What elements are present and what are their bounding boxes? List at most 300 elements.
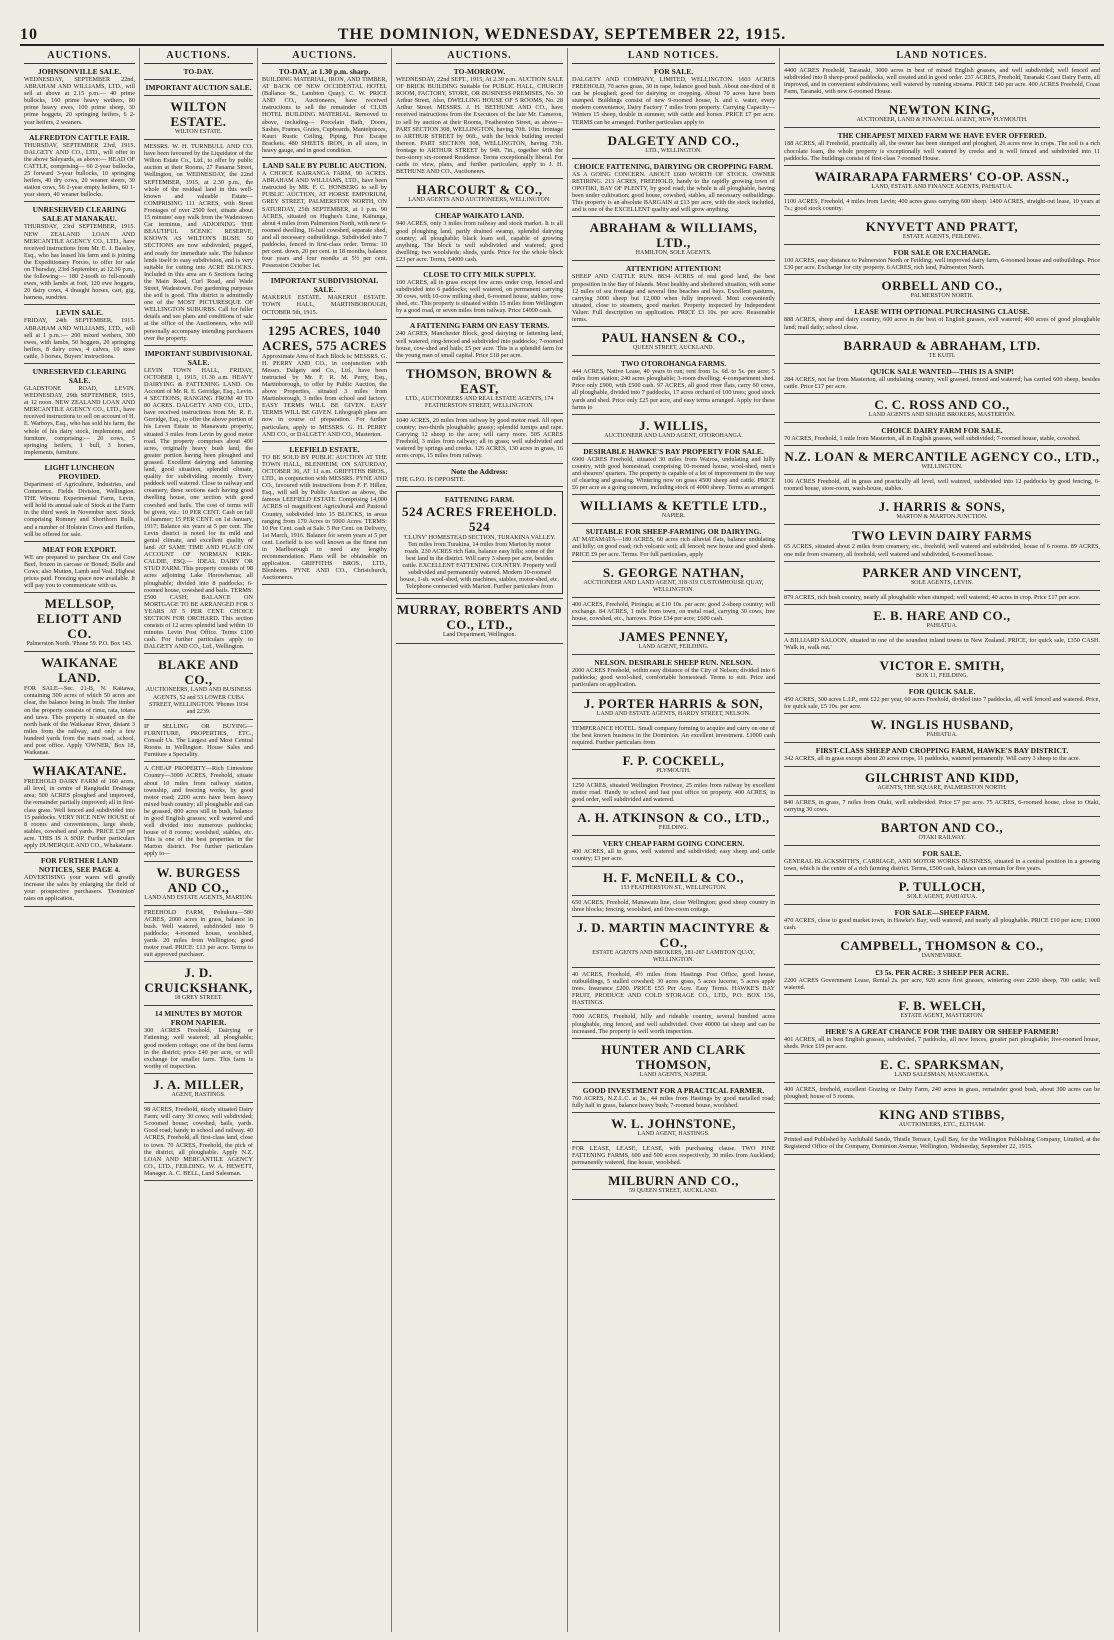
ad-body: A CHEAP PROPERTY—Rich Limestone Country—3000 ACRES, Freehold, situate about 10 miles from railway station, township, and freezing works, by good motor road; 2200 acres have been heavy mixed bush country; all ploughable and can be grassed, 800 acres still in bush, balance in good English grasses; well watered and well divided into numerous paddocks; house of 8 rooms; woolshed, stables, etc. This is one of the best properties in the Marton district. For further particulars apply to—: [144, 765, 253, 858]
advertisement: [144, 865, 253, 902]
advertisement: [784, 565, 1100, 587]
advertiser-address: LAND AGENTS AND AUCTIONEERS, WELLINGTON.: [408, 197, 551, 204]
divider: [784, 363, 1100, 364]
advertisement: [784, 499, 1100, 521]
ad-heading: FIRST-CLASS SHEEP AND CROPPING FARM, HAWKE'S BAY DISTRICT.: [815, 746, 1069, 756]
ad-body: 1040 ACRES, 20 miles from railway by good motor road. All open country; two-thirds ploughable; grassy; splendid turnips and rape. Carrying 12 sheep to the acre; will carry more. 505 ACRES Freehold, 3 miles from railway; all in grass; well subdivided and watered by springs and creeks. 126 ACRES, 130 acres in grass, 16 acres crops, 15 miles from railway.: [396, 417, 563, 460]
advertiser-name: DALGETY AND CO.,: [607, 132, 740, 148]
advertisement: [396, 321, 563, 358]
divider: [784, 875, 1100, 876]
divider: [784, 964, 1100, 965]
ad-box-heading: FATTENING FARM.: [444, 494, 515, 504]
advertisement: [572, 782, 775, 803]
ad-body: 100 ACRES, all in grass except few acres under crop, fenced and subdivided into 6 paddocks; well watered, on permanent carrying 30 cows, with 10-cow milking shed, 6-roomed house, stables, cow-shed, etc. This property is situated within 15 miles from Wellington by a good road, or seven miles from railway. Price £4000 cash.: [396, 278, 564, 315]
ad-body: WE are prepared to purchase Ox and Cow Beef, frozen in carcase or Boned; Bulls and Cows; also Mutton, Lamb and Veal. Highest prices paid. Freezing space now available. It will pay you to communicate with us.: [24, 553, 135, 590]
advertisement: [24, 763, 135, 849]
ad-heading: ATTENTION! ATTENTION!: [625, 264, 722, 274]
advertiser-address: LAND AND ESTATE AGENTS, MARTON.: [144, 894, 253, 901]
advertisement: [572, 658, 775, 688]
divider: [572, 1141, 775, 1142]
advertisement: [144, 909, 253, 959]
advertiser-name: WAIKANAE LAND.: [41, 655, 118, 686]
advertiser-address: DANNEVIRKE.: [921, 953, 963, 960]
advertiser-address: LAND AGENTS, NAPIER.: [639, 1071, 708, 1078]
advertiser-address: MARTON & MARTON JUNCTION.: [896, 514, 988, 521]
advertiser-name: E. B. HARE AND CO.,: [873, 607, 1011, 623]
divider: [784, 934, 1100, 935]
advertiser-name: VICTOR E. SMITH,: [879, 658, 1005, 674]
advertiser-name: J. PORTER HARRIS & SON,: [583, 695, 764, 711]
advertisement: [24, 655, 135, 756]
advertisement: [262, 323, 387, 438]
ad-heading: VERY CHEAP FARM GOING CONCERN.: [602, 839, 745, 849]
ad-heading: LEEFIELD ESTATE.: [289, 444, 360, 454]
advertiser-name: HUNTER AND CLARK THOMSON,: [601, 1041, 746, 1072]
page-number: 10: [20, 26, 38, 43]
advertisement: [396, 182, 563, 204]
advertiser-address: LAND AND ESTATE AGENTS, HARDY STREET, NELSON.: [596, 710, 751, 717]
divider: [784, 994, 1100, 995]
advertisement: [572, 1116, 775, 1138]
divider: [396, 178, 563, 179]
advertiser-name: W. L. JOHNSTONE,: [611, 1116, 736, 1132]
advertiser-address: 18 GREY STREET.: [174, 995, 223, 1002]
advertisement: [784, 687, 1100, 710]
advertiser-address: Palmerston North. 'Phone 59. P.O. Box 143.: [26, 641, 133, 648]
advertisement: [572, 1173, 775, 1195]
divider: [144, 1180, 253, 1181]
ad-heading: DESIRABLE HAWKE'S BAY PROPERTY FOR SALE.: [583, 446, 764, 456]
advertiser-address: TE KUITI.: [928, 352, 956, 359]
advertisement: [572, 330, 775, 352]
column-heading: LAND NOTICES.: [572, 48, 775, 64]
divider: [144, 861, 253, 862]
advertisement: [572, 1042, 775, 1079]
divider: [784, 904, 1100, 905]
divider: [144, 761, 253, 762]
divider: [572, 1112, 775, 1113]
ad-body: 1250 ACRES, situated Wellington Province, 25 miles from railway by excellent motor road. Handy to school and fast post office on property. 400 ACRES, in good order, well subdivided and watered.: [572, 781, 775, 804]
ad-heading: A FATTENING FARM ON EASY TERMS.: [409, 321, 550, 331]
ad-body: 'CLUNY' HOMESTEAD SECTION, TURAKINA VALLEY. Ten miles from Turakina, 14 miles from Marton by motor roads. 230 ACRES rich flats, balance easy hills; some of the best land in the district. Will carry 3 sheep per acre, besides cattle. EXCELLENT FATTENING COUNTRY. Property well subdivided and permanently watered. Modern 10-roomed house, 1-sh. wool-shed, with machines, stables, motor-shed, etc. Telephone connected with Marton. Further particulars from: [400, 533, 560, 591]
advertiser-name: KING AND STIBBS,: [879, 1107, 1005, 1123]
advertisement: [572, 264, 775, 323]
advertisement: [572, 920, 775, 964]
advertisement: [784, 938, 1100, 960]
advertisement: [784, 478, 1100, 492]
column-heading: AUCTIONS.: [396, 48, 563, 64]
ad-heading: LIGHT LUNCHEON PROVIDED.: [44, 462, 115, 481]
advertiser-name: F. B. WELCH,: [898, 997, 986, 1013]
advertiser-name: H. F. McNEILL & CO.,: [603, 869, 744, 885]
divider: [572, 1082, 775, 1083]
divider: [396, 643, 563, 644]
ad-heading: LEASE WITH OPTIONAL PURCHASING CLAUSE.: [854, 307, 1030, 317]
divider: [262, 157, 387, 158]
ad-heading: TO-MORROW.: [453, 67, 506, 76]
divider: [572, 778, 775, 779]
advertiser-address: PALMERSTON NORTH.: [910, 293, 974, 300]
divider: [784, 334, 1100, 335]
advertisement: [24, 367, 135, 456]
advertisement: [144, 723, 253, 758]
divider: [396, 486, 563, 487]
ad-heading: LEVIN SALE.: [55, 308, 104, 318]
advertisement: [784, 594, 1100, 601]
divider: [784, 1154, 1100, 1155]
advertiser-address: LAND AGENTS AND SHARE BROKERS, MASTERTON.: [868, 411, 1016, 418]
ad-body: 240 ACRES, Manchester Block, good dairying or fattening land, well watered, ring-fenced and subdivided into paddocks; 7-roomed house, cow-shed and bails; £5 per acre. This is a splendid farm for the young man of small capital. Price £18 per acre.: [396, 330, 563, 359]
advertiser-address: SOLE AGENTS, LEVIN.: [910, 579, 974, 586]
ad-heading: IMPORTANT SUBDIVISIONAL SALE.: [144, 348, 253, 367]
divider: [572, 260, 775, 261]
ad-body: 470 ACRES, close to good market town, in Hawke's Bay; well watered, and nearly all ploughable. PRICE £10 per acre; £1000 cash.: [784, 917, 1100, 932]
advertisement: [784, 219, 1100, 241]
column-4: [392, 48, 568, 1632]
advertiser-name: F. P. COCKELL,: [622, 752, 725, 768]
advertisement: [572, 839, 775, 862]
divider: [572, 326, 775, 327]
advertisement: [572, 1145, 775, 1166]
divider: [784, 742, 1100, 743]
ad-body: 444 ACRES, Native Lease, 40 years to run; rent from 1s. 6d. to 5s. per acre; 5 miles from station; 240 acres ploughable; 3-room dwelling; 4-compartment shed. Price only £900, with £500 cash. 97 ACRES, all good river flats, carry 60 cows, all ploughable, divided into 7 paddocks, 17 acres orchard of 100 trees; good stock yards and shed. Price only £25 per acre, and easy terms arranged. Apply for these farms to: [572, 368, 775, 411]
advertiser-name: PAUL HANSEN & CO.,: [601, 330, 746, 346]
ad-heading: ALFREDTON CATTLE FAIR.: [29, 132, 130, 142]
advertiser-name: P. TULLOCH,: [898, 879, 986, 895]
divider: [572, 158, 775, 159]
ad-body: GLADSTONE ROAD, LEVIN. WEDNESDAY, 29th SEPTEMBER, 1915, at 12 noon. NEW ZEALAND LOAN AND MERCANTILE AGENCY CO., LTD., have received instructions to sell on account of H. E. Warboys, Esq., who has sold his farm, the whole of his dairy stock, implements, and furniture, comprising:— 20 cows, 5 springing heifers, 1 bull, 3 horses, implements, furniture.: [24, 385, 135, 456]
ad-body: 400 ACRES, Freehold, Pirongia; at £10 10s. per acre; good 2-sheep country; will exchange. 84 ACRES, 1 mile from town, on metal road, carrying 30 cows, free house, cowshed, etc., harrows. Price £34 per acre; £600 cash.: [572, 600, 775, 623]
ad-body: THURSDAY, SEPTEMBER 23rd, 1915. DALGETY AND CO., LTD., will offer in the above Saleyards, as above:— HEAD OF CATTLE, comprising— 60 2-year bullocks, 25 forward 3-year bullocks, 10 springing heifers, 40 dry cows, 20 weaner steers, 30 station cows, 56 2-year empty heifers, 60 1-year steers, 40 weaner bullocks.: [24, 141, 135, 199]
divider: [396, 266, 563, 267]
column-heading: AUCTIONS.: [24, 48, 135, 64]
divider: [144, 79, 253, 80]
advertisement: [784, 658, 1100, 680]
divider: [572, 597, 775, 598]
divider: [572, 721, 775, 722]
ad-body: 342 ACRES, all in grass except about 20 acres crops, 11 paddocks, watered permanently. Will carry 3 sheep to the acre.: [784, 755, 1081, 763]
divider: [144, 1102, 253, 1103]
advertiser-address: AUCTIONEER, LAND & FINANCIAL AGENT, NEW PLYMOUTH.: [856, 117, 1028, 124]
ad-heading: Note the Address:: [451, 466, 508, 476]
advertisement: [262, 67, 387, 154]
advertisement: [784, 608, 1100, 630]
divider: [572, 625, 775, 626]
ad-body: THURSDAY, 23rd SEPTEMBER, 1915. NEW ZEALAND LOAN AND MERCANTILE AGENCY CO., LTD., have received instructions from Mr. E. J. Bassley, Esq., who has leased his farm and is joining the Expeditionary Forces, to offer for sale on Thursday, 23rd September, at 12.30 p.m., the following:— 180 2-tooth to full-mouth ewes, with lambs at foot, 120 ewe hoggets, 20 dairy cows, 4 draught horses, cart, gig, harness, sundries.: [24, 223, 135, 302]
divider: [572, 494, 775, 495]
divider: [572, 1169, 775, 1170]
ad-heading: UNRESERVED CLEARING SALE AT MANAKAU.: [32, 205, 127, 224]
advertisement: [24, 308, 135, 360]
divider: [784, 393, 1100, 394]
ad-body: MESSRS. W. H. TURNBULL AND CO. have been favoured by the Liquidator of the Wilton Estate Co., Ltd., to offer by public auction at their Rooms, 27 Panama Street, Wellington, on WEDNESDAY, the 22nd SEPTEMBER, 1915, at 2.30 p.m., the whole of the residual land in this well-known and valuable Estate— COMPRISING 111 ACRES, with Street Frontages of over 2500 feet, situate about 15 minutes' easy walk from the Wadestown Car terminus, and ADJOINING THE BEAUTIFUL SCENIC RESERVE, KNOWN AS WILTON'S BUSH. 50 SECTIONS are now subdivided, pegged, and ready for immediate sale. The balance lends itself to easy subdivision, and is very suitable for cutting into ACRE BLOCKS. Included in this area are 6 Sections facing the Main Road, Curl Road, and Wade Street, Wadestown. For gardening purposes the soil is good. This district is admittedly one of the MOST PICTURESQUE OF WELLINGTON SUBURBS. Call for fuller details and see plans and conditions of sale at the office of the Auctioneers, who will personally accompany intending purchasers over the property.: [144, 143, 253, 342]
divider: [144, 345, 253, 346]
divider: [784, 524, 1100, 525]
ad-body: A BILLIARD SALOON, situated in one of the soundest inland towns in New Zealand. PRICE, for quick sale, £350 CASH. 'Walk in, walk out.': [784, 636, 1100, 651]
advertisement: [396, 67, 563, 175]
ad-body: Department of Agriculture, Industries, and Commerce. Fields Division, Wellington. THE Wiremu Experimental Farm, Levin, will hold its annual sale of Stock at the Farm in the third week in November next. Stock comprising Romney and Shorthorn Bulls, and a number of Holstein Cows and Heifers, will be offered for sale.: [24, 480, 135, 538]
advertisement: [144, 83, 253, 92]
advertiser-address: PLYMOUTH.: [656, 767, 691, 774]
divider: [262, 584, 387, 585]
advertisement: [784, 1027, 1100, 1050]
advertiser-name: MURRAY, ROBERTS AND CO., LTD.,: [396, 602, 563, 633]
divider: [572, 806, 775, 807]
advertisement: [784, 248, 1100, 271]
ad-heading: NELSON. DESIRABLE SHEEP RUN. NELSON.: [594, 658, 753, 668]
advertiser-name: J. A. MILLER,: [153, 1076, 244, 1092]
advertiser-address: AUCTIONEER AND LAND AGENT, 318-319 CUSTOMHOUSE QUAY, WELLINGTON.: [583, 579, 764, 593]
advertisement: [24, 545, 135, 589]
ad-body: Printed and Published by Archibald Sando, Thistle Terrace, Lyall Bay, for the Wellington Publishing Company, Limited, at the Registered Office of the Company, Dominion Avenue, Wellington, Wednesday, September 22, 1915.: [784, 1136, 1100, 1151]
ad-body: 940 ACRES, only 3 miles from railway and stock market. It is all good ploughing land, partly drained swamp, splendid dairying country; all ploughable; black loam soil, capable of growing anything. The block is well subdivided and watered; good dwelling; two woolsheds; sheds, yards. Price for the whole block £23 per acre. Terms, £4000 cash.: [396, 220, 563, 263]
ad-heading: IMPORTANT AUCTION SALE.: [145, 83, 252, 92]
advertisement: [784, 637, 1100, 651]
advertiser-name: WAIRARAPA FARMERS' CO-OP. ASSN.,: [814, 168, 1070, 184]
advertisement: [396, 270, 563, 314]
divider: [144, 961, 253, 962]
divider: [784, 165, 1100, 166]
advertiser-address: AUCTIONEERS, ETC., ELTHAM.: [898, 1122, 986, 1129]
advertisement: [572, 133, 775, 155]
divider: [784, 244, 1100, 245]
divider: [784, 127, 1100, 128]
advertiser-address: Land Department, Wellington.: [442, 632, 517, 639]
ad-heading: FOR FURTHER LAND NOTICES, SEE PAGE 4.: [38, 856, 121, 875]
advertiser-name: N.Z. LOAN & MERCANTILE AGENCY CO., LTD.,: [784, 449, 1100, 465]
ad-heading: GOOD INVESTMENT FOR A PRACTICAL FARMER.: [582, 1085, 765, 1095]
advertisement: [572, 162, 775, 214]
ad-body: 650 ACRES, Freehold, Manawatu line, close Wellington; good sheep country in three blocks; fencing, woolshed, and five-room cottage.: [572, 898, 775, 913]
ad-heading: HERE'S A GREAT CHANCE FOR THE DAIRY OR SHEEP FARMER!: [825, 1026, 1059, 1036]
advertiser-address: WELLINGTON.: [921, 464, 963, 471]
divider: [396, 362, 563, 363]
divider: [144, 653, 253, 654]
advertiser-address: QUEEN STREET, AUCKLAND.: [632, 345, 715, 352]
advertisement: [262, 445, 387, 582]
advertiser-address: LAND SALESMAN, MANGAWEKA.: [894, 1071, 990, 1078]
divider: [784, 713, 1100, 714]
advertiser-address: 153 FEATHERSTON ST., WELLINGTON.: [620, 884, 727, 891]
masthead: [20, 22, 1104, 46]
divider: [572, 749, 775, 750]
divider: [784, 816, 1100, 817]
ad-heading: QUICK SALE WANTED—THIS IS A SNIP!: [870, 366, 1014, 376]
divider: [144, 905, 253, 906]
ad-heading: TO-DAY, at 1.30 p.m. sharp.: [278, 67, 371, 76]
ad-body: IF SELLING OR BUYING— FURNITURE, PROPERTIES, ETC., Consult Us. The Largest and Most Central Rooms in Wellington. House Sales and Furniture a Speciality.: [144, 722, 253, 759]
advertiser-address: PAHIATUA.: [926, 732, 958, 739]
divider: [144, 719, 253, 720]
divider: [396, 598, 563, 599]
advertisement: [572, 629, 775, 651]
advertisement: [24, 463, 135, 538]
divider: [784, 1103, 1100, 1104]
ad-body: LEVIN TOWN HALL, FRIDAY, OCTOBER 1, 1915, 11.30 a.m. HEAVY DAIRYING & FATTENING LAND. On Account of Mr. R. E. Gerridge, Esq., Levin. 4 SECTIONS, RANGING FROM 40 TO 80 ACRES. DALGETY AND CO., LTD., have received instructions from Mr. R. E. Gerridge, Esq., to offer the above portion of his Leven Estate to Manawatu property, situated 3 miles from Levin by good motor road. The property comprises about 400 acres, originally heavy bush land, the greater portion having been ploughed and grassed. Excellent dairying and fattening land, good situation, splendid climate, quality for subdividing recently. Every paddock well watered. Close to railway and creamery, these sections each having good dwelling house, one section with good cowshed and bails. The cost of terms will be given, viz.: 10 PER CENT. Cash on fall of hammer; 15 PER CENT. on 1st January, 1917; Balance six years at 5 per cent. The Levin district is noted for its mild and genial climate, and excellent quality of land. AT SAME TIME AND PLACE ON ACCOUNT OF NORMAN KIRK-CALDIE, ESQ.— IDEAL DAIRY OR STUD FARM. This property consists of 98 acres adjoining Lake Horowhenua; all ploughable; divided into 8 paddocks; 6-roomed house, cowshed and bails. TERMS: £500 CASH; BALANCE ON MORTGAGE TO BE ARRANGED FOR 3 YEARS AT 5 PER CENT. CHOICE SECTION FOR ORCHARD. This section consists of 12 acres splendid land within 10 minutes Levin Post Office. Terms £100 cash. For further particulars apply to DALGETY AND CO., Ltd., Wellington.: [144, 366, 253, 651]
advertisement: [784, 998, 1100, 1020]
advertiser-name: THOMSON, BROWN & EAST,: [405, 365, 554, 396]
ad-heading: £3 5s. PER ACRE: 3 SHEEP PER ACRE.: [875, 967, 1009, 977]
ad-heading: TWO OTOROHANGA FARMS.: [620, 359, 727, 369]
divider: [396, 413, 563, 414]
advertisement: [784, 770, 1100, 792]
divider: [572, 692, 775, 693]
ad-body: FOR SALE—Sec. 21-B, N. Kaitawa, containing 300 acres of which 50 acres are clear, the balance being in bush. The timber on the property consists of rimu, rata, totara and tawa. This property is situated on the north bank of the Waikanae River, distant 3 miles from the railway, and only a few hundred yards from the main road, school, and post office. Apply 'OWNER,' Box 18, Waikanae.: [24, 685, 135, 757]
advertiser-address: NAPIER.: [661, 513, 686, 520]
advertiser-address: ESTATE AGENTS AND BROKERS, 281-287 LAMBTON QUAY, WELLINGTON.: [592, 949, 755, 963]
divider: [784, 561, 1100, 562]
advertiser-name: PARKER AND VINCENT,: [862, 564, 1022, 580]
advertisement: [144, 1009, 253, 1070]
advertisement: [572, 447, 775, 491]
divider: [396, 463, 563, 464]
ad-body: 450 ACRES, 300 acres L.I.P., rent £22 per year, 60 acres Freehold, divided into 7 paddocks, all well fenced and watered. Price, for quick sale, £5 10s. per acre.: [784, 696, 1100, 711]
divider: [572, 835, 775, 836]
advertisement: [572, 220, 775, 257]
advertisement: [572, 696, 775, 718]
divider: [784, 654, 1100, 655]
divider: [784, 795, 1100, 796]
ad-body: WEDNESDAY, SEPTEMBER 22nd, ABRAHAM AND WILLIAMS, LTD., will sell at above at 2.15 p.m.— 40 prime bullocks, 160 prime heavy wethers, 80 prime heavy ewes, 100 prime sheep, 30 prime hoggets, 20 springing heifers, 6 2-year heifers, 2 weaners.: [24, 76, 135, 126]
advertiser-address: 59 QUEEN STREET, AUCKLAND.: [629, 1188, 718, 1195]
ad-body: 879 ACRES, rich bush country, nearly all ploughable when stumped; well watered; 40 acres in crop. Price £17 per acre.: [784, 593, 1081, 601]
advertisement: [784, 102, 1100, 124]
advertiser-name: ABRAHAM & WILLIAMS, LTD.,: [589, 220, 758, 251]
column-1: [20, 48, 140, 1632]
divider: [24, 363, 135, 364]
divider: [784, 633, 1100, 634]
advertisement: [262, 161, 387, 269]
advertiser-address: SOLE AGENT, PAHIATUA.: [906, 894, 977, 901]
advertisement: [572, 565, 775, 594]
divider: [24, 129, 135, 130]
divider: [572, 895, 775, 896]
advertiser-name: E. C. SPARKSMAN,: [880, 1056, 1004, 1072]
advertisement: [572, 810, 775, 832]
ad-body: 70 ACRES, Freehold, 1 mile from Masterton, all in English grasses, well subdivided; 7-roomed house, stable, cowshed.: [784, 434, 1081, 442]
divider: [144, 1073, 253, 1074]
advertisement: [144, 143, 253, 342]
divider: [24, 651, 135, 652]
advertisement: [144, 67, 253, 76]
advertisement: [396, 417, 563, 460]
advertisement: [784, 849, 1100, 872]
advertisement: [572, 601, 775, 622]
advertiser-name: W. INGLIS HUSBAND,: [870, 717, 1014, 733]
ad-body: FREEHOLD FARM, Pohukura—580 ACRES, 2000 acres in grass, balance in bush. Well watered, subdivided into 9 paddocks; 4-roomed house, woolshed, yards. 20 miles from Wellington; good motor road. PRICE: £13 per acre. Terms to suit approved purchaser.: [144, 908, 253, 959]
ad-body: 100 ACRES, easy distance to Palmerston North or Feilding; well improved dairy farm, 6-roomed house and outbuildings. Price £30 per acre. Exchange for city property. 6 ACRES, rich land, Palmerston North.: [784, 257, 1100, 272]
advertisement: [784, 67, 1100, 95]
divider: [24, 459, 135, 460]
advertisement: [784, 1107, 1100, 1129]
ad-heading: MEAT FOR EXPORT.: [42, 544, 117, 554]
advertiser-address: LAND AGENT, FEILDING.: [638, 644, 709, 651]
advertisement: [784, 528, 1100, 557]
advertisement: [784, 278, 1100, 300]
advertisement: [784, 1136, 1100, 1150]
advertisement: [262, 276, 387, 315]
advertiser-name: BLAKE AND CO.,: [158, 657, 239, 688]
ad-heading: CHEAP WAIKATO LAND.: [435, 211, 524, 221]
advertisement: [144, 99, 253, 136]
advertiser-name: S. GEORGE NATHAN,: [602, 564, 745, 580]
advertiser-address: AGENTS, THE SQUARE, PALMERSTON NORTH.: [877, 784, 1007, 791]
column-heading: LAND NOTICES.: [784, 48, 1100, 64]
advertiser-address: OTAKI RAILWAY.: [918, 834, 966, 841]
advertiser-name: TWO LEVIN DAIRY FARMS: [851, 528, 1033, 544]
divider: [572, 1199, 775, 1200]
advertisement: [784, 169, 1100, 191]
divider: [572, 216, 775, 217]
advertiser-address: LAND, ESTATE AND FINANCE AGENTS, PAHIATUA.: [871, 183, 1013, 190]
ad-body: 2000 ACRES Freehold, within easy distance of the City of Nelson; divided into 6 paddocks; good wool-shed, comfortable homestead. Terms to suit. Price and particulars on application.: [572, 667, 775, 689]
ad-body: 300 ACRES Freehold, Dairying or Fattening; well watered; all ploughable; good modern cottage; one of the best farms in the district; price £40 per acre, or will exchange for smaller farm. This farm is worthy of inspection.: [144, 1027, 253, 1070]
ad-body: 284 ACRES, not far from Masterton, all undulating country, well grassed, fenced and watered; has carried 600 sheep, besides cattle. Price £17 per acre.: [784, 375, 1100, 390]
ad-body: 188 ACRES, all Freehold, practically all, the owner has been stumped and ploughed, 26 acres now in crops. The soil is a rich chocolate loam, the whole property is exceptionally well watered by creeks and is well fenced and subdivided into 11 paddocks. The buildings consist of first-class 7-roomed House.: [784, 140, 1100, 162]
ad-heading: UNRESERVED CLEARING SALE.: [32, 367, 127, 385]
advertisement: [784, 397, 1100, 419]
divider: [572, 355, 775, 356]
ad-body: A CHOICE KAIRANGA FARM, 90 ACRES. ABRAHAM AND WILLIAMS, LTD., have been instructed by MR. F. C. HONBERG to sell by PUBLIC AUCTION, AT HORSE EMPORIUM, GREY STREET, PALMERSTON NORTH, ON SATURDAY, 25th SEPTEMBER, at 1 p.m. 90 ACRES, situated on Hughes's Line, Kairanga, about 4 miles from Palmerston North, with new 6-roomed dwelling, 16-bail cowshed, separate shed, and all necessary outbuildings. Subdivided into 7 paddocks, fenced in first-class order. Terms: 10 per cent. down, 20 per cent. in 18 months, balance four years and four months at 5½ per cent. Possession October 1st.: [262, 170, 387, 270]
ad-body: WEDNESDAY, 22nd SEPT., 1915, At 2.30 p.m. AUCTION SALE OF BRICK BUILDING Suitable for PUBLIC HALL, CHURCH ROOM, FACTORY, STORE, OR BUSINESS PREMISES, No. 30 Arthur Street, Also, DWELLING HOUSE OF 5 ROOMS, No. 28 Arthur Street. MESSRS. J. H. BETHUNE AND CO., have received instructions from the Executors of the late Mr. Cameron, to sell by auction at their Rooms, Featherston Street, as above— PART SECTION 308, WELLINGTON, having 70ft. 10in. frontage to ARTHUR STREET by 96ft., with the brick building erected thereon. PART SECTION 308, WELLINGTON, having 73ft. frontage to ARTHUR STREET by 94ft. 7in., together with the two-storey six-roomed Residence. Terms exceptionally liberal. For cards to view, plans, and further particulars, apply to J. H. BETHUNE AND CO., Auctioneers.: [396, 76, 563, 176]
divider: [262, 441, 387, 442]
divider: [784, 683, 1100, 684]
advertiser-name: C. C. ROSS AND CO.,: [874, 396, 1010, 412]
advertisement: [572, 1013, 775, 1034]
advertiser-name: 524 ACRES FREEHOLD. 524: [401, 503, 558, 534]
divider: [262, 319, 387, 320]
advertisement: [396, 366, 563, 410]
advertisement: [784, 968, 1100, 991]
divider: [784, 445, 1100, 446]
ad-body: SHEEP AND CATTLE RUN. 8834 ACRES of real good land, the best proposition in the Bay of Islands. Most healthy and sheltered situation, with some 12 miles of sea frontage and several fine beaches and bays. Excellent pastures, carrying 3000 sheep but 12,000 when fully improved. Most conveniently situated, close to steamers, good market. Property inspected by Independent Valuer. Full description on application. PRICE £3 10s. per acre. Reasonable terms.: [572, 273, 775, 323]
advertisement: [572, 725, 775, 746]
ad-body: BUILDING MATERIAL, IRON, AND TIMBER, AT BACK OF NEW OCCIDENTAL HOTEL (Ballance St., Lambton Quay). C. W. PRICE AND CO., Auctioneers, have received instructions to sell the remainder of CLUB HOTEL BUILDING MATERIAL. Removed to above, including— Porcelain Bath, Doors, Sashes, Frames, Grates, Cupboards, Mantelpieces, Kauri Rustic Ceiling, Piping, Fire Escape Brackets. 480 SHEETS IRON, in all sizes, in heavy gauge, and in good condition.: [262, 76, 387, 154]
advertisement: [784, 449, 1100, 471]
ad-heading: CHOICE FATTENING, DAIRYING OR CROPPING FARM.: [574, 161, 773, 171]
ad-body: 98 ACRES, Freehold, nicely situated Dairy Farm; will carry 30 cows; well subdivided; 5-roomed house; cowshed, bails, yards. Good road; handy to school and railway. 40 ACRES, Freehold, all first-class land, close to town. 70 ACRES, Freehold, the pick of the district, all ploughable. Apply N.Z. LOAN AND MERCANTILE AGENCY CO., LTD., FEILDING. W. A. HEWETT, Manager. A. C. BELL, Land Salesman.: [144, 1106, 253, 1177]
ad-heading: 14 MINUTES BY MOTOR FROM NAPIER.: [154, 1009, 243, 1028]
advertisement: [784, 1086, 1100, 1100]
advertiser-name: J. D. MARTIN MACINTYRE & CO.,: [576, 919, 771, 950]
column-5: [568, 48, 780, 1632]
divider: [572, 414, 775, 415]
advertiser-name: ORBELL AND CO.,: [881, 278, 1003, 294]
advertisement: [144, 965, 253, 1002]
divider: [144, 1005, 253, 1006]
advertisement: [572, 753, 775, 775]
advertisement: [572, 359, 775, 411]
ad-heading: FOR SALE OR EXCHANGE.: [893, 248, 991, 258]
divider: [784, 474, 1100, 475]
advertisement: [784, 131, 1100, 161]
advertisement: [396, 602, 563, 639]
ad-heading: LAND SALE BY PUBLIC AUCTION.: [262, 161, 387, 171]
ad-body: 400 ACRES, freehold, excellent Grazing or Dairy Farm, 240 acres in grass, remainder good bush, about 300 acres can be ploughed; house of 5 rooms.: [784, 1086, 1100, 1101]
advertiser-address: ESTATE AGENTS, FEILDING.: [902, 234, 982, 241]
ad-body: 6900 ACRES Freehold, situated 30 miles from Wairoa, undulating and hilly country, with good homestead, comprising 10-roomed house, wool-shed, men's and shearers' quarters. The property is capable of a lot of improvement in the way of clearing and grassing. Wintering now on grass 4500 sheep and cattle. PRICE £6 per acre as a going concern, including stock of 4000 sheep. Terms as arranged.: [572, 455, 775, 492]
ad-body: 4400 ACRES Freehold, Taranaki, 3000 acres in best of mixed English grasses, and well subdivided; well fenced and subdivided into 8 sheep-proof paddocks, well created and in good order. 237 ACRES, Freehold, Taranaki Coast Dairy Farm, all improved, and in convenient subdivisions; well watered by running streams. PRICE £40 per acre. 400 ACRES Freehold, Coast Farm, Taranaki, with new 6-roomed House.: [784, 67, 1100, 96]
advertiser-name: MELLSOP, ELIOTT AND CO.: [36, 596, 123, 642]
advertiser-address: LTD., WELLINGTON.: [645, 147, 702, 154]
advertisement: [784, 717, 1100, 739]
ad-heading: THE CHEAPEST MIXED FARM WE HAVE EVER OFFERED.: [837, 131, 1047, 141]
column-3: [258, 48, 392, 1632]
advertisement: [784, 820, 1100, 842]
divider: [784, 845, 1100, 846]
ad-body: 401 ACRES, all in best English grasses, subdivided, 7 paddocks, all new fences, greater part ploughable; five-roomed house, sheds. Price £19 per acre.: [784, 1035, 1100, 1050]
divider: [262, 272, 387, 273]
